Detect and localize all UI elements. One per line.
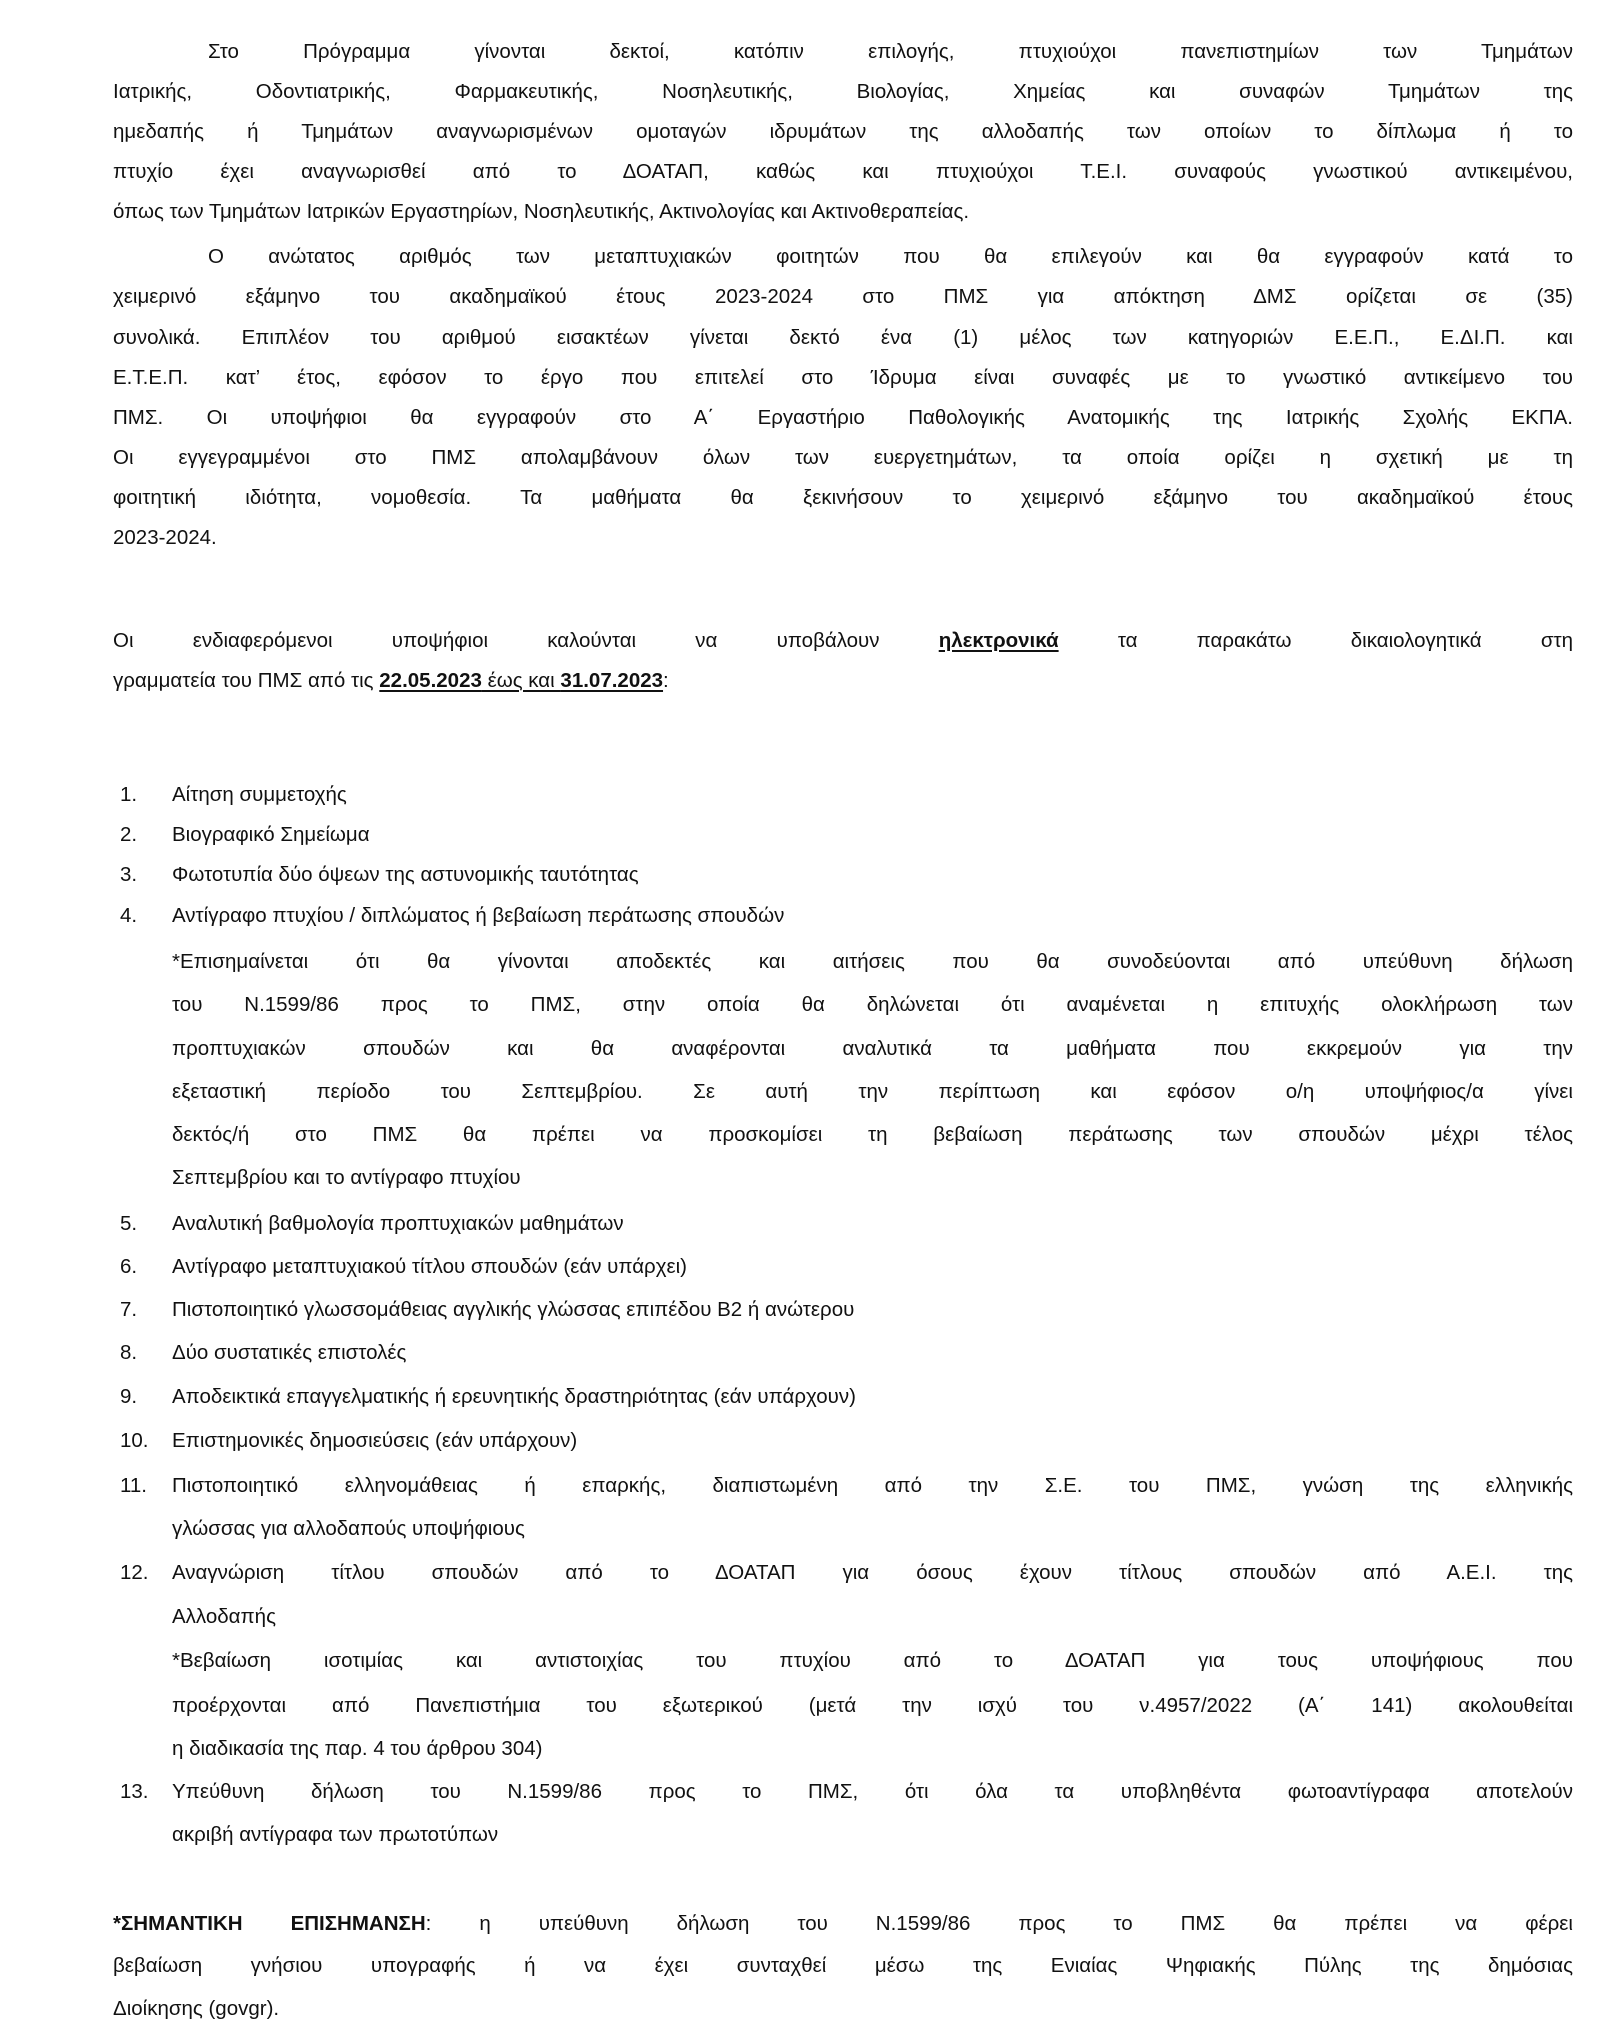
- list-text: Αίτηση συμμετοχής: [172, 783, 347, 806]
- list-item: [120, 1428, 1573, 1454]
- list-item-continuation: Αλλοδαπής: [172, 1605, 276, 1628]
- list-item: [120, 1384, 1573, 1410]
- list-number: 8.: [120, 1341, 138, 1364]
- list-text: Αποδεικτικά επαγγελματικής ή ερευνητικής δραστηριότητας (εάν υπάρχουν): [172, 1385, 856, 1408]
- note-line: προέρχονται από Πανεπιστήμια του εξωτερικού (μετά την ισχύ του ν.4957/2022 (Α΄ 141) ακολουθείται: [172, 1694, 1573, 1717]
- paragraph-line: Ο ανώτατος αριθμός των μεταπτυχιακών φοιτητών που θα επιλεγούν και θα εγγραφούν κατά το: [208, 245, 1573, 268]
- list-text: Αναλυτική βαθμολογία προπτυχιακών μαθημάτων: [172, 1212, 624, 1235]
- list-number: 12.: [120, 1561, 149, 1584]
- list-text: Υπεύθυνη δήλωση του Ν.1599/86 προς το ΠΜΣ, ότι όλα τα υποβληθέντα φωτοαντίγραφα αποτελούν: [172, 1780, 1573, 1803]
- list-text: Αντίγραφο πτυχίου / διπλώματος ή βεβαίωση περάτωσης σπουδών: [172, 904, 785, 927]
- list-item: [120, 822, 1573, 848]
- list-number: 2.: [120, 823, 138, 846]
- note-line: εξεταστική περίοδο του Σεπτεμβρίου. Σε αυτή την περίπτωση και εφόσον ο/η υποψήφιος/α γίνει: [172, 1080, 1573, 1103]
- list-text: Αντίγραφο μεταπτυχιακού τίτλου σπουδών (εάν υπάρχει): [172, 1255, 687, 1278]
- list-item-continuation: ακριβή αντίγραφα των πρωτοτύπων: [172, 1823, 499, 1846]
- text: η υπεύθυνη δήλωση του Ν.1599/86 προς το ΠΜΣ θα πρέπει να φέρει: [431, 1912, 1573, 1935]
- list-item: [120, 1340, 1573, 1366]
- note-line: Σεπτεμβρίου και το αντίγραφο πτυχίου: [172, 1166, 521, 1189]
- paragraph-line: όπως των Τμημάτων Ιατρικών Εργαστηρίων, Νοσηλευτικής, Ακτινολογίας και Ακτινοθεραπείας.: [113, 200, 970, 223]
- list-text: Επιστημονικές δημοσιεύσεις (εάν υπάρχουν): [172, 1429, 578, 1452]
- list-number: 3.: [120, 863, 138, 886]
- list-number: 4.: [120, 904, 138, 927]
- paragraph-line: [113, 1911, 1573, 1937]
- emphasis-electronically: ηλεκτρονικά: [938, 629, 1059, 652]
- list-number: 7.: [120, 1298, 138, 1321]
- list-number: 11.: [120, 1474, 147, 1497]
- paragraph-line: 2023-2024.: [113, 526, 217, 549]
- paragraph-line: Ε.Τ.Ε.Π. κατ’ έτος, εφόσον το έργο που επιτελεί στο Ίδρυμα είναι συναφές με το γνωστικό αντικείμενο του: [113, 366, 1573, 389]
- deadline-range: [379, 669, 663, 692]
- list-text: Βιογραφικό Σημείωμα: [172, 823, 370, 846]
- list-number: 6.: [120, 1255, 138, 1278]
- paragraph-line: πτυχίο έχει αναγνωρισθεί από το ΔΟΑΤΑΠ, καθώς και πτυχιούχοι Τ.Ε.Ι. συναφούς γνωστικού αντικειμένου,: [113, 160, 1573, 183]
- text: Οι ενδιαφερόμενοι υποψήφιοι καλούνται να υποβάλουν: [113, 629, 880, 652]
- list-item: [120, 1779, 1573, 1805]
- paragraph-line: [113, 668, 1573, 694]
- date-connector: έως και: [481, 669, 561, 692]
- list-number: 9.: [120, 1385, 138, 1408]
- paragraph-line: ημεδαπής ή Τμημάτων αναγνωρισμένων ομοταγών ιδρυμάτων της αλλοδαπής των οποίων το δίπλωμα ή το: [113, 120, 1573, 143]
- list-item: [120, 782, 1573, 808]
- list-item: [120, 1211, 1573, 1237]
- list-item: [120, 862, 1573, 888]
- colon: :: [663, 669, 669, 692]
- notice-label: *ΣΗΜΑΝΤΙΚΗ ΕΠΙΣΗΜΑΝΣΗ: [113, 1912, 426, 1935]
- paragraph-line: Στο Πρόγραμμα γίνονται δεκτοί, κατόπιν επιλογής, πτυχιούχοι πανεπιστημίων των Τμημάτων: [208, 40, 1573, 63]
- paragraph-line: Οι εγγεγραμμένοι στο ΠΜΣ απολαμβάνουν όλων των ευεργετημάτων, τα οποία ορίζει η σχετική με τη: [113, 446, 1573, 469]
- paragraph-line: ΠΜΣ. Οι υποψήφιοι θα εγγραφούν στο Α΄ Εργαστήριο Παθολογικής Ανατομικής της Ιατρικής Σχολής ΕΚΠΑ.: [113, 406, 1573, 429]
- list-item: [120, 903, 1573, 929]
- colon: :: [425, 1912, 432, 1935]
- note-line: η διαδικασία της παρ. 4 του άρθρου 304): [172, 1737, 543, 1760]
- list-text: Πιστοποιητικό ελληνομάθειας ή επαρκής, διαπιστωμένη από την Σ.Ε. του ΠΜΣ, γνώση της ελληνικής: [172, 1474, 1573, 1497]
- note-line: του Ν.1599/86 προς το ΠΜΣ, στην οποία θα δηλώνεται ότι αναμένεται η επιτυχής ολοκλήρωση των: [172, 993, 1573, 1016]
- list-item: [120, 1297, 1573, 1323]
- note-line: δεκτός/ή στο ΠΜΣ θα πρέπει να προσκομίσει τη βεβαίωση περάτωσης των σπουδών μέχρι τέλος: [172, 1123, 1573, 1146]
- list-number: 13.: [120, 1780, 149, 1803]
- paragraph-line: χειμερινό εξάμηνο του ακαδημαϊκού έτους 2023-2024 στο ΠΜΣ για απόκτηση ΔΜΣ ορίζεται σε (35): [113, 285, 1573, 308]
- date-start: 22.05.2023: [379, 669, 482, 692]
- note-line: προπτυχιακών σπουδών και θα αναφέρονται αναλυτικά τα μαθήματα που εκκρεμούν για την: [172, 1037, 1573, 1060]
- list-number: 5.: [120, 1212, 138, 1235]
- list-text: Δύο συστατικές επιστολές: [172, 1341, 407, 1364]
- note-line: *Βεβαίωση ισοτιμίας και αντιστοιχίας του πτυχίου από το ΔΟΑΤΑΠ για τους υποψήφιους που: [172, 1649, 1573, 1672]
- paragraph-line: Ιατρικής, Οδοντιατρικής, Φαρμακευτικής, Νοσηλευτικής, Βιολογίας, Χημείας και συναφών Τμημάτων της: [113, 80, 1573, 103]
- note-line: *Επισημαίνεται ότι θα γίνονται αποδεκτές και αιτήσεις που θα συνοδεύονται από υπεύθυνη δήλωση: [172, 950, 1573, 973]
- paragraph-line: συνολικά. Επιπλέον του αριθμού εισακτέων γίνεται δεκτό ένα (1) μέλος των κατηγοριών Ε.Ε.Π., Ε.ΔΙ.Π. και: [113, 326, 1573, 349]
- date-end: 31.07.2023: [560, 669, 664, 692]
- list-item: [120, 1254, 1573, 1280]
- list-text: Αναγνώριση τίτλου σπουδών από το ΔΟΑΤΑΠ για όσους έχουν τίτλους σπουδών από Α.Ε.Ι. της: [172, 1561, 1573, 1584]
- list-item: [120, 1560, 1573, 1586]
- list-item: [120, 1473, 1573, 1499]
- list-number: 10.: [120, 1429, 149, 1452]
- paragraph-line: [113, 628, 1573, 654]
- list-text: Φωτοτυπία δύο όψεων της αστυνομικής ταυτότητας: [172, 863, 639, 886]
- text: γραμματεία του ΠΜΣ από τις: [113, 669, 374, 692]
- text: τα παρακάτω δικαιολογητικά στη: [1117, 629, 1573, 652]
- list-item-continuation: γλώσσας για αλλοδαπούς υποψήφιους: [172, 1517, 525, 1540]
- paragraph-line: βεβαίωση γνήσιου υπογραφής ή να έχει συνταχθεί μέσω της Ενιαίας Ψηφιακής Πύλης της δημόσιας: [113, 1954, 1573, 1977]
- paragraph-line: Διοίκησης (govgr).: [113, 1997, 280, 2020]
- list-number: 1.: [120, 783, 138, 806]
- list-text: Πιστοποιητικό γλωσσομάθειας αγγλικής γλώσσας επιπέδου Β2 ή ανώτερου: [172, 1298, 855, 1321]
- paragraph-line: φοιτητική ιδιότητα, νομοθεσία. Τα μαθήματα θα ξεκινήσουν το χειμερινό εξάμηνο του ακαδημαϊκού έτους: [113, 486, 1573, 509]
